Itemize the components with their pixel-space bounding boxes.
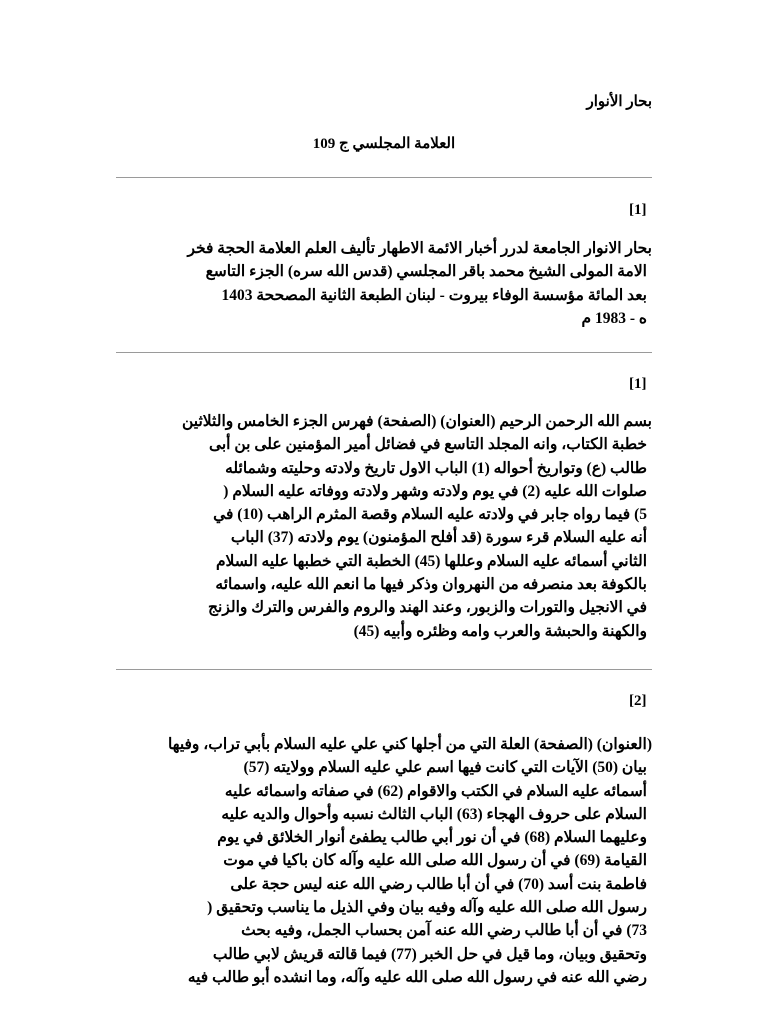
text-line: طالب (ع) وتواريخ أحواله (1) الباب الاول تاريخ ولادته وحليته وشمائله <box>225 459 647 477</box>
text-line: بالكوفة بعد منصرفه من النهروان وذكر فيها ما انعم الله عليه، واسمائه <box>215 576 647 594</box>
text-line: فاطمة بنت أسد (70) في أن أبا طالب رضي الله عنه ليس حجة على <box>230 875 647 893</box>
section-divider <box>116 352 652 353</box>
text-line: بعد المائة مؤسسة الوفاء بيروت - لبنان الطبعة الثانية المصححة 1403 <box>221 286 647 304</box>
page-marker: [1] <box>629 376 647 392</box>
text-line: السلام على حروف الهجاء (63) الباب الثالث نسبه وأحوال والديه عليه <box>221 805 647 823</box>
text-line: أسمائه عليه السلام في الكتب والاقوام (62) في صفاته واسمائه عليه <box>224 782 647 800</box>
text-line: وتحقيق وبيان، وما قيل في حل الخبر (77) فيما قالته قريش لابي طالب <box>212 945 647 963</box>
text-line: خطبة الكتاب، وانه المجلد التاسع في فضائل أمير المؤمنين على بن أبى <box>208 436 647 454</box>
text-line: ه - 1983 م <box>581 309 647 327</box>
text-line: رضي الله عنه في رسول الله صلى الله عليه وآله، وما انشده أبو طالب فيه <box>187 968 647 986</box>
index-paragraph <box>112 733 652 989</box>
text-line: وعليهما السلام (68) في أن نور أبي طالب يطفئ أنوار الخلائق في يوم <box>217 829 647 847</box>
text-line: صلوات الله عليه (2) في يوم ولادته وشهر ولادته ووفاته عليه السلام ( <box>223 482 647 500</box>
text-line: رسول الله صلى الله عليه وآله وفيه بيان وفي الذيل ما يناسب وتحقيق ( <box>207 899 647 917</box>
section-divider <box>116 177 652 178</box>
text-line: في الانجيل والتورات والزبور، وعند الهند والروم والفرس والترك والزنج <box>208 599 647 617</box>
bibliographic-paragraph <box>112 237 652 330</box>
page-marker: [2] <box>629 693 647 709</box>
text-line: أنه عليه السلام قرء سورة (قد أفلح المؤمنون) يوم ولادته (37) الباب <box>230 529 647 547</box>
text-line: والكهنة والحبشة والعرب وامه وظئره وأبيه (45) <box>353 622 647 640</box>
text-line: بحار الانوار الجامعة لدرر أخبار الائمة الاطهار تأليف العلم العلامة الحجة فخر <box>187 240 652 257</box>
text-line: بيان (50) الآيات التي كانت فيها اسم علي عليه السلام وولايته (57) <box>243 759 647 777</box>
text-line: بسم الله الرحمن الرحيم (العنوان) (الصفحة) فهرس الجزء الخامس والثلاثين <box>182 413 652 430</box>
book-title: بحار الأنوار <box>586 94 652 110</box>
text-line: الثاني أسمائه عليه السلام وعللها (45) الخطبة التي خطبها عليه السلام <box>215 552 647 570</box>
page-marker: [1] <box>629 202 647 218</box>
text-line: القيامة (69) في أن رسول الله صلى الله عليه وآله كان باكيا في موت <box>223 852 647 870</box>
text-line: الامة المولى الشيخ محمد باقر المجلسي (قدس الله سره) الجزء التاسع <box>205 263 647 281</box>
author-volume-line: العلامة المجلسي ج 109 <box>312 136 456 152</box>
text-line: 73) في أن أبا طالب رضي الله عنه آمن بحساب الجمل، وفيه بحث <box>241 922 647 940</box>
section-divider <box>116 669 652 670</box>
index-paragraph <box>112 410 652 643</box>
text-line: 5) فيما رواه جابر في ولادته عليه السلام وقصة المثرم الراهب (10) في <box>213 506 647 524</box>
text-line: (العنوان) (الصفحة) العلة التي من أجلها كني علي عليه السلام بأبي تراب، وفيها <box>167 736 652 753</box>
